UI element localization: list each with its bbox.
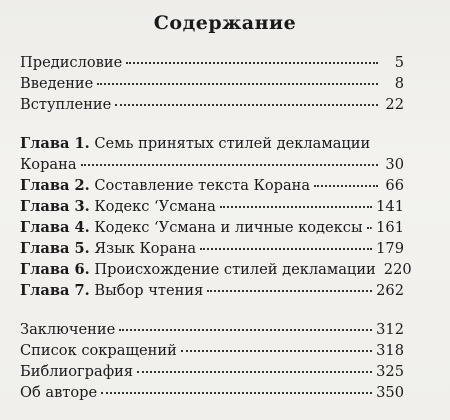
toc-page-number: 262	[376, 282, 404, 299]
dot-leader	[181, 349, 372, 352]
toc-entry-chapter-7	[20, 280, 404, 301]
table-of-contents	[20, 52, 412, 403]
dot-leader	[97, 82, 378, 85]
toc-entry-label: Глава 7. Выбор чтения	[20, 282, 204, 299]
dot-leader	[119, 328, 372, 331]
toc-entry-label: Глава 3. Кодекс ‘Усмана	[20, 198, 216, 215]
toc-page-number: 161	[376, 219, 404, 236]
toc-entry-label: Заключение	[20, 321, 116, 338]
page-title: Содержание	[153, 12, 297, 34]
toc-entry-conclusion	[20, 319, 404, 340]
dot-leader	[220, 205, 372, 208]
toc-page-number: 312	[376, 321, 404, 338]
toc-page-number: 179	[376, 240, 404, 257]
toc-page-number: 66	[385, 177, 404, 194]
toc-entry-label: Глава 6. Происхождение стилей декламации	[20, 261, 376, 278]
toc-entry-introduction	[20, 73, 404, 94]
toc-page-number: 325	[376, 363, 404, 380]
toc-entry-label: Список сокращений	[20, 342, 177, 359]
toc-entry-chapter-1-cont	[20, 154, 404, 175]
dot-leader	[367, 226, 373, 229]
toc-entry-label: Об авторе	[20, 384, 98, 401]
toc-page-number: 350	[376, 384, 404, 401]
dot-leader	[81, 163, 378, 166]
toc-entry-chapter-2	[20, 175, 404, 196]
toc-entry-chapter-1	[20, 133, 404, 154]
dot-leader	[137, 370, 372, 373]
toc-entry-label: Введение	[20, 75, 94, 92]
toc-entry-label: Глава 2. Составление текста Корана	[20, 177, 311, 194]
toc-entry-chapter-6	[20, 259, 412, 280]
toc-entry-label: Предисловие	[20, 54, 123, 71]
toc-page-number: 30	[385, 156, 404, 173]
toc-entry-label: Вступление	[20, 96, 112, 113]
toc-entry-bibliography	[20, 361, 404, 382]
toc-entry-chapter-5	[20, 238, 404, 259]
toc-page-number: 141	[376, 198, 404, 215]
dot-leader	[101, 391, 372, 394]
section-spacer	[20, 115, 404, 133]
toc-entry-label: Библиография	[20, 363, 134, 380]
dot-leader	[314, 184, 378, 187]
toc-page-number: 220	[383, 261, 412, 278]
toc-page-number: 8	[394, 75, 404, 92]
toc-page-number: 22	[385, 96, 404, 113]
toc-entry-label: Корана	[20, 156, 77, 173]
toc-entry-abbreviations	[20, 340, 404, 361]
toc-entry-label: Глава 1. Семь принятых стилей декламации	[20, 135, 371, 152]
toc-entry-chapter-4	[20, 217, 404, 238]
toc-page-number: 5	[394, 54, 404, 71]
toc-entry-chapter-3	[20, 196, 404, 217]
dot-leader	[115, 103, 378, 106]
dot-leader	[126, 61, 378, 64]
dot-leader	[207, 289, 372, 292]
section-spacer	[20, 301, 404, 319]
toc-entry-label: Глава 5. Язык Корана	[20, 240, 197, 257]
dot-leader	[200, 247, 372, 250]
toc-entry-about-author	[20, 382, 404, 403]
toc-page-number: 318	[376, 342, 404, 359]
toc-entry-label: Глава 4. Кодекс ‘Усмана и личные кодексы	[20, 219, 363, 236]
toc-entry-preface	[20, 52, 404, 73]
toc-entry-opening	[20, 94, 404, 115]
